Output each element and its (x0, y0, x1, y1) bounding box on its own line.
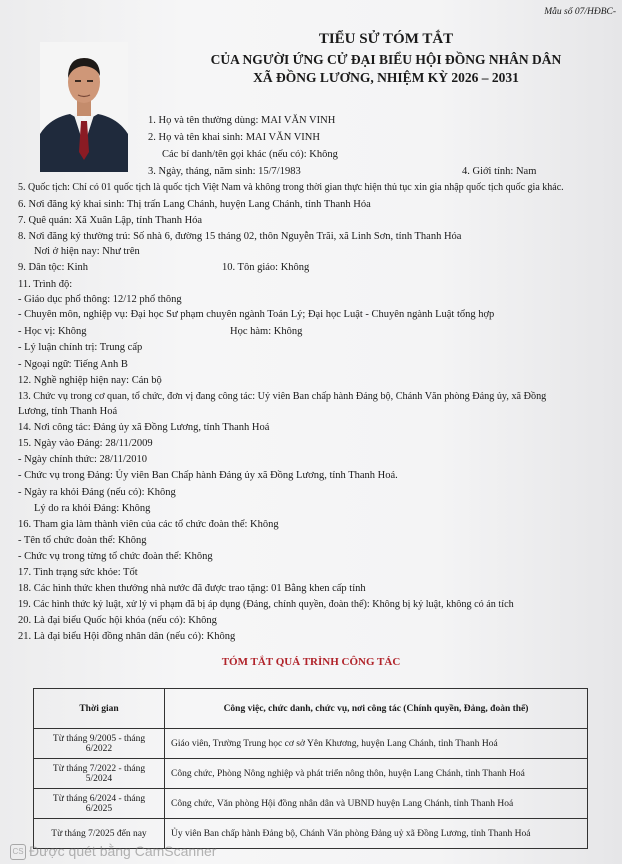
field-organization-position: - Chức vụ trong từng tổ chức đoàn thể: Không (18, 551, 213, 562)
field-foreign-language: - Ngoại ngữ: Tiếng Anh B (18, 359, 128, 370)
field-political-theory: - Lý luận chính trị: Trung cấp (18, 342, 143, 353)
column-header-period: Thời gian (34, 689, 165, 729)
period-cell: Từ tháng 7/2022 - tháng 5/2024 (34, 759, 165, 789)
field-awards: 18. Các hình thức khen thưởng nhà nước đã được trao tặng: 01 Bằng khen cấp tỉnh (18, 583, 366, 594)
field-academic-degree: - Học vị: Không (18, 326, 87, 337)
field-discipline: 19. Các hình thức kỷ luật, xử lý vi phạm đã bị áp dụng (Đảng, chính quyền, đoàn thể): Không bị kỷ luật, không có án tích (18, 599, 514, 610)
field-general-education: - Giáo dục phổ thông: 12/12 phổ thông (18, 294, 182, 305)
field-hometown: 7. Quê quán: Xã Xuân Lập, tỉnh Thanh Hóa (18, 215, 203, 226)
field-gender: 4. Giới tính: Nam (462, 166, 537, 177)
field-health: 17. Tình trạng sức khỏe: Tốt (18, 567, 138, 578)
field-party-join-date: 15. Ngày vào Đảng: 28/11/2009 (18, 438, 153, 449)
camscanner-icon: CS (10, 844, 26, 860)
field-aliases: Các bí danh/tên gọi khác (nếu có): Không (162, 149, 338, 160)
duty-cell: Công chức, Văn phòng Hội đồng nhân dân và UBND huyện Lang Chánh, tỉnh Thanh Hoá (165, 789, 588, 819)
document-title: TIỂU SỬ TÓM TẮT (318, 31, 454, 47)
field-position-cont: Lương, tỉnh Thanh Hoá (18, 406, 118, 417)
field-religion: 10. Tôn giáo: Không (222, 262, 310, 273)
work-history-table (33, 688, 588, 849)
form-number: Mẫu số 07/HĐBC- (544, 7, 616, 17)
field-date-of-birth: 3. Ngày, tháng, năm sinh: 15/7/1983 (148, 166, 301, 177)
field-education-heading: 11. Trình độ: (18, 279, 73, 290)
field-academic-title: Học hàm: Không (230, 326, 303, 337)
document-subtitle-term: XÃ ĐỒNG LƯƠNG, NHIỆM KỲ 2026 – 2031 (253, 70, 519, 85)
field-organization-name: - Tên tổ chức đoàn thể: Không (18, 535, 147, 546)
field-permanent-residence: 8. Nơi đăng ký thường trú: Số nhà 6, đường 15 tháng 02, thôn Nguyễn Trãi, xã Linh Sơn, tỉnh Thanh Hóa (18, 231, 462, 242)
field-organizations: 16. Tham gia làm thành viên của các tổ chức đoàn thể: Không (18, 519, 279, 530)
table-row (34, 759, 588, 789)
field-professional-education: - Chuyên môn, nghiệp vụ: Đại học Sư phạm chuyên ngành Toán Lý; Đại học Luật - Chuyên ngành Luật tổng hợp (18, 309, 495, 320)
watermark-text: Được quét bằng CamScanner (29, 842, 217, 859)
work-history-title: TÓM TẮT QUÁ TRÌNH CÔNG TÁC (221, 656, 401, 668)
field-occupation: 12. Nghề nghiệp hiện nay: Cán bộ (18, 375, 162, 386)
period-cell: Từ tháng 6/2024 - tháng 6/2025 (34, 789, 165, 819)
field-peoples-council: 21. Là đại biểu Hội đồng nhân dân (nếu có): Không (18, 631, 236, 642)
duty-cell: Giáo viên, Trường Trung học cơ sở Yên Khương, huyện Lang Chánh, tỉnh Thanh Hoá (165, 729, 588, 759)
duty-cell: Ủy viên Ban chấp hành Đảng bộ, Chánh Văn phòng Đảng uỷ xã Đồng Lương, tỉnh Thanh Hoá (165, 819, 588, 849)
period-cell: Từ tháng 9/2005 - tháng 6/2022 (34, 729, 165, 759)
field-common-name: 1. Họ và tên thường dùng: MAI VĂN VINH (148, 115, 336, 126)
table-header-row (34, 689, 588, 729)
camscanner-watermark (10, 843, 216, 860)
field-party-leave-reason: Lý do ra khỏi Đảng: Không (34, 503, 151, 514)
field-workplace: 14. Nơi công tác: Đảng ủy xã Đồng Lương, tỉnh Thanh Hoá (18, 422, 270, 433)
table-row (34, 729, 588, 759)
period-cell: Từ tháng 7/2025 đến nay (34, 819, 165, 849)
field-nationality: 5. Quốc tịch: Chỉ có 01 quốc tịch là quốc tịch Việt Nam và không trong thời gian thực hiện thủ tục xin gia nhập quốc tịch quốc gia khác. (18, 182, 564, 193)
field-current-residence: Nơi ở hiện nay: Như trên (34, 246, 140, 257)
field-party-leave-date: - Ngày ra khỏi Đảng (nếu có): Không (18, 487, 176, 498)
table-row (34, 789, 588, 819)
field-party-position: - Chức vụ trong Đảng: Ủy viên Ban Chấp hành Đảng ủy xã Đồng Lương, tỉnh Thanh Hoá. (18, 470, 398, 481)
duty-cell: Công chức, Phòng Nông nghiệp và phát triển nông thôn, huyện Lang Chánh, tỉnh Thanh Hoá (165, 759, 588, 789)
field-birth-name: 2. Họ và tên khai sinh: MAI VĂN VINH (148, 132, 320, 143)
portrait-photo (40, 42, 128, 172)
field-party-official-date: - Ngày chính thức: 28/11/2010 (18, 454, 147, 465)
field-ethnicity: 9. Dân tộc: Kinh (18, 262, 88, 273)
field-position: 13. Chức vụ trong cơ quan, tổ chức, đơn vị đang công tác: Uỷ viên Ban chấp hành Đảng bộ, Chánh Văn phòng Đảng ủy, xã Đồng (18, 391, 547, 402)
document-subtitle: CỦA NGƯỜI ỨNG CỬ ĐẠI BIỂU HỘI ĐỒNG NHÂN DÂN (210, 52, 562, 67)
column-header-duties: Công việc, chức danh, chức vụ, nơi công tác (Chính quyền, Đảng, đoàn thể) (165, 689, 588, 729)
field-birth-registration: 6. Nơi đăng ký khai sinh: Thị trấn Lang Chánh, huyện Lang Chánh, tỉnh Thanh Hóa (18, 199, 371, 210)
field-national-assembly: 20. Là đại biểu Quốc hội khóa (nếu có): Không (18, 615, 217, 626)
